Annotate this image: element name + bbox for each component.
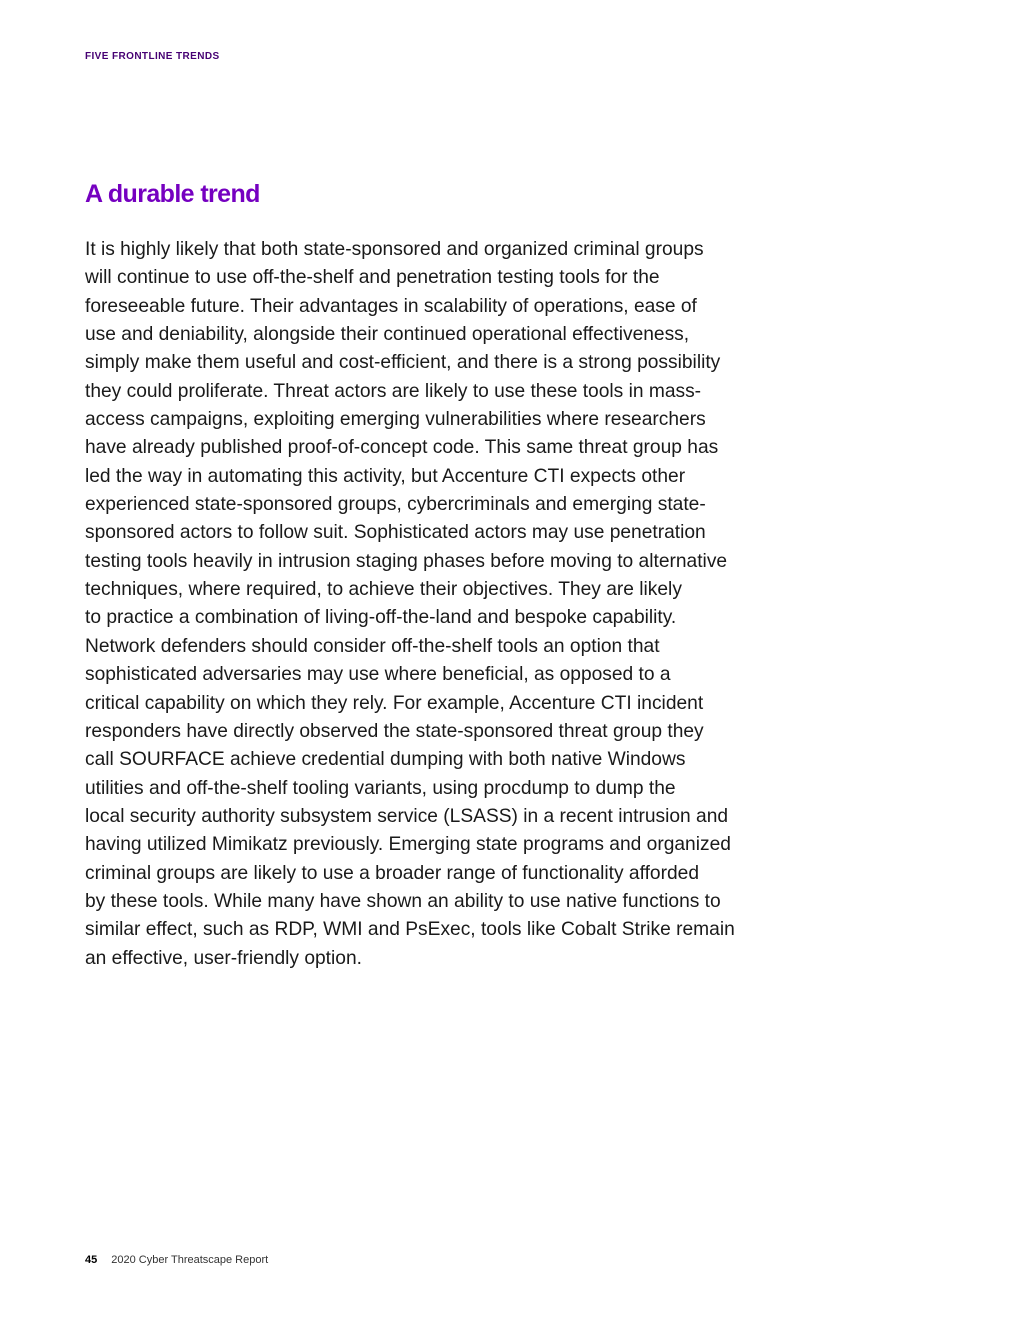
paragraph-line: testing tools heavily in intrusion staging phases before moving to alternative: [85, 550, 728, 572]
paragraph-line: responders have directly observed the state-sponsored threat group they: [85, 720, 704, 742]
paragraph-line: access campaigns, exploiting emerging vulnerabilities where researchers: [85, 409, 706, 431]
paragraph-line: experienced state-sponsored groups, cybercriminals and emerging state-: [85, 494, 706, 516]
body-paragraph: [85, 236, 805, 973]
paragraph-line: sophisticated adversaries may use where beneficial, as opposed to a: [85, 664, 671, 686]
paragraph-line: call SOURFACE achieve credential dumping with both native Windows: [85, 749, 686, 771]
paragraph-line: foreseeable future. Their advantages in scalability of operations, ease of: [85, 295, 697, 317]
paragraph-line: critical capability on which they rely. For example, Accenture CTI incident: [85, 692, 704, 714]
paragraph-line: sponsored actors to follow suit. Sophisticated actors may use penetration: [85, 522, 706, 544]
section-label: FIVE FRONTLINE TRENDS: [85, 51, 220, 62]
paragraph-line: will continue to use off-the-shelf and penetration testing tools for the: [85, 267, 660, 289]
paragraph-line: led the way in automating this activity, but Accenture CTI expects other: [85, 465, 686, 487]
paragraph-line: utilities and off-the-shelf tooling variants, using procdump to dump the: [85, 777, 676, 799]
page-footer: [85, 1254, 268, 1266]
section-heading: A durable trend: [85, 180, 260, 208]
paragraph-line: by these tools. While many have shown an ability to use native functions to: [85, 890, 721, 912]
paragraph-line: It is highly likely that both state-sponsored and organized criminal groups: [85, 239, 704, 260]
paragraph-line: having utilized Mimikatz previously. Emerging state programs and organized: [85, 834, 731, 856]
paragraph-line: have already published proof-of-concept code. This same threat group has: [85, 437, 719, 459]
paragraph-line: simply make them useful and cost-efficient, and there is a strong possibility: [85, 352, 721, 374]
paragraph-line: they could proliferate. Threat actors are likely to use these tools in mass-: [85, 380, 702, 402]
report-title: 2020 Cyber Threatscape Report: [111, 1254, 269, 1266]
paragraph-line: criminal groups are likely to use a broader range of functionality afforded: [85, 862, 699, 884]
paragraph-line: Network defenders should consider off-the-shelf tools an option that: [85, 635, 660, 657]
paragraph-line: local security authority subsystem service (LSASS) in a recent intrusion and: [85, 805, 729, 827]
paragraph-line: an effective, user-friendly option.: [85, 947, 362, 969]
paragraph-line: use and deniability, alongside their continued operational effectiveness,: [85, 324, 690, 346]
page-number: 45: [85, 1254, 98, 1266]
paragraph-line: techniques, where required, to achieve their objectives. They are likely: [85, 579, 682, 601]
paragraph-line: to practice a combination of living-off-the-land and bespoke capability.: [85, 607, 677, 629]
paragraph-line: similar effect, such as RDP, WMI and PsExec, tools like Cobalt Strike remain: [85, 919, 735, 941]
